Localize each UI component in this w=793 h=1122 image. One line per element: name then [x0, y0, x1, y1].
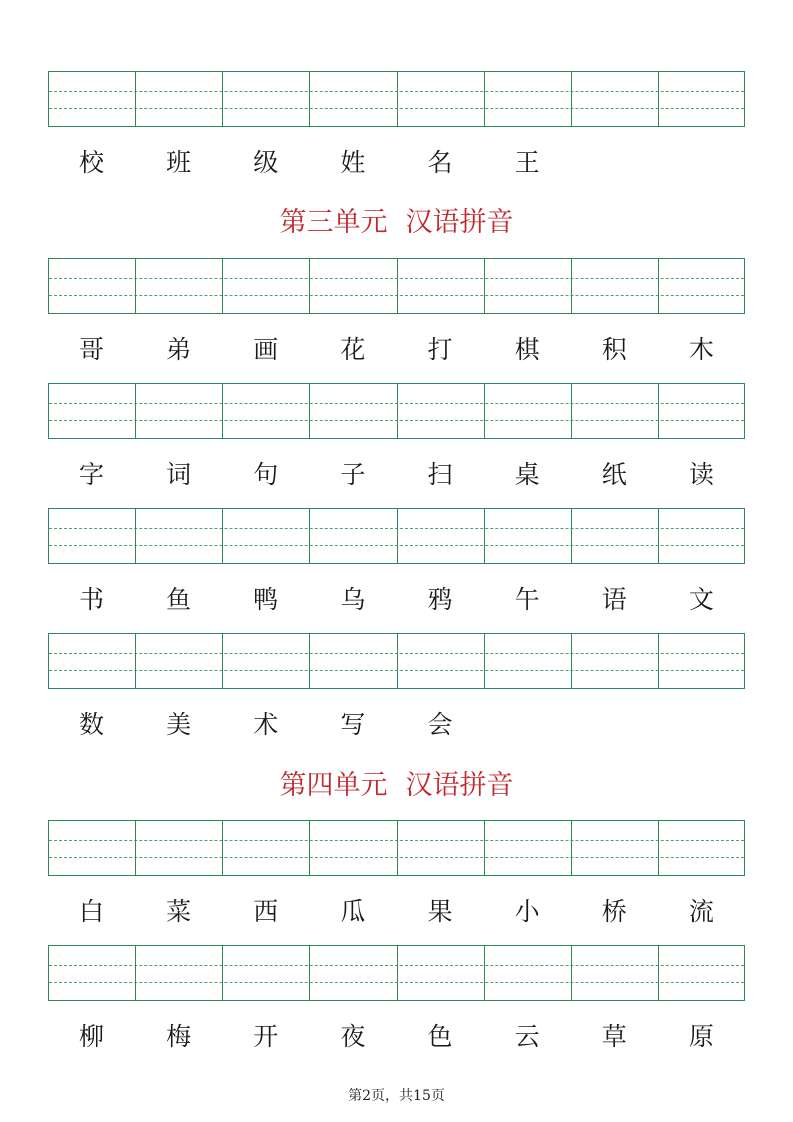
- grid-cell-divider: [397, 384, 398, 438]
- grid-cell-divider: [658, 821, 659, 875]
- character-row: [48, 892, 745, 932]
- grid-cell-divider: [309, 634, 310, 688]
- pinyin-writing-grid: [48, 820, 745, 876]
- hanzi-character: 语: [601, 585, 627, 614]
- hanzi-character: 草: [601, 1022, 627, 1051]
- hanzi-character: 乌: [340, 585, 366, 614]
- grid-cell-divider: [397, 634, 398, 688]
- hanzi-character: 术: [253, 710, 279, 739]
- grid-cell-divider: [658, 384, 659, 438]
- grid-cell-divider: [397, 509, 398, 563]
- grid-cell-divider: [397, 821, 398, 875]
- grid-cell-divider: [397, 72, 398, 126]
- hanzi-character: 流: [688, 897, 714, 926]
- grid-cell-divider: [571, 946, 572, 1000]
- grid-cell-divider: [658, 72, 659, 126]
- hanzi-character: 词: [166, 460, 192, 489]
- grid-cell-divider: [571, 72, 572, 126]
- hanzi-character: 积: [601, 335, 627, 364]
- hanzi-character: 菜: [166, 897, 192, 926]
- grid-cell-divider: [222, 634, 223, 688]
- grid-cell-divider: [397, 259, 398, 313]
- hanzi-character: 木: [688, 335, 714, 364]
- grid-cell-divider: [309, 821, 310, 875]
- grid-cell-divider: [658, 946, 659, 1000]
- pinyin-writing-grid: [48, 945, 745, 1001]
- grid-cell-divider: [135, 821, 136, 875]
- character-row: [48, 1017, 745, 1057]
- page-footer: 第2页，共15页: [348, 1088, 445, 1104]
- pinyin-writing-grid: [48, 258, 745, 314]
- unit-title-topic: 汉语拼音: [405, 207, 514, 238]
- unit-title-number: 第三单元: [279, 207, 388, 238]
- character-row: [48, 143, 745, 183]
- hanzi-character: 王: [514, 148, 540, 177]
- unit-title-number: 第四单元: [279, 770, 388, 801]
- hanzi-character: 小: [514, 897, 540, 926]
- grid-cell-divider: [571, 384, 572, 438]
- hanzi-character: 文: [688, 585, 714, 614]
- grid-cell-divider: [571, 634, 572, 688]
- grid-cell-divider: [222, 259, 223, 313]
- grid-cell-divider: [484, 821, 485, 875]
- grid-cell-divider: [658, 259, 659, 313]
- hanzi-character: 哥: [78, 335, 104, 364]
- grid-cell-divider: [397, 946, 398, 1000]
- hanzi-character: 读: [688, 460, 714, 489]
- unit-title-topic: 汉语拼音: [405, 770, 514, 801]
- hanzi-character: 打: [427, 335, 453, 364]
- hanzi-character: 梅: [166, 1022, 192, 1051]
- hanzi-character: 级: [253, 148, 279, 177]
- grid-cell-divider: [135, 72, 136, 126]
- grid-cell-divider: [484, 259, 485, 313]
- hanzi-character: 扫: [427, 460, 453, 489]
- character-row: [48, 455, 745, 495]
- grid-cell-divider: [571, 821, 572, 875]
- hanzi-character: 花: [340, 335, 366, 364]
- grid-cell-divider: [222, 384, 223, 438]
- pinyin-writing-grid: [48, 508, 745, 564]
- hanzi-character: 纸: [601, 460, 627, 489]
- hanzi-character: 云: [514, 1022, 540, 1051]
- hanzi-character: 名: [427, 148, 453, 177]
- hanzi-character: 弟: [166, 335, 192, 364]
- hanzi-character: 棋: [514, 335, 540, 364]
- grid-cell-divider: [309, 259, 310, 313]
- hanzi-character: 校: [78, 148, 104, 177]
- grid-cell-divider: [135, 259, 136, 313]
- grid-cell-divider: [309, 509, 310, 563]
- hanzi-character: 桌: [514, 460, 540, 489]
- grid-cell-divider: [135, 509, 136, 563]
- hanzi-character: 姓: [340, 148, 366, 177]
- hanzi-character: 色: [427, 1022, 453, 1051]
- unit-title: [0, 205, 793, 241]
- grid-cell-divider: [309, 72, 310, 126]
- hanzi-character: 班: [166, 148, 192, 177]
- grid-cell-divider: [658, 509, 659, 563]
- hanzi-character: 西: [253, 897, 279, 926]
- character-row: [48, 330, 745, 370]
- character-row: [48, 580, 745, 620]
- grid-cell-divider: [135, 634, 136, 688]
- hanzi-character: 夜: [340, 1022, 366, 1051]
- hanzi-character: 鸦: [427, 585, 453, 614]
- hanzi-character: 果: [427, 897, 453, 926]
- grid-cell-divider: [135, 946, 136, 1000]
- character-row: [48, 705, 745, 745]
- grid-cell-divider: [484, 946, 485, 1000]
- hanzi-character: 白: [78, 897, 104, 926]
- hanzi-character: 字: [78, 460, 104, 489]
- hanzi-character: 午: [514, 585, 540, 614]
- grid-cell-divider: [484, 72, 485, 126]
- hanzi-character: 鱼: [166, 585, 192, 614]
- hanzi-character: 书: [78, 585, 104, 614]
- hanzi-character: 子: [340, 460, 366, 489]
- grid-cell-divider: [135, 384, 136, 438]
- hanzi-character: 桥: [601, 897, 627, 926]
- grid-cell-divider: [484, 384, 485, 438]
- grid-cell-divider: [571, 509, 572, 563]
- pinyin-writing-grid: [48, 633, 745, 689]
- grid-cell-divider: [309, 384, 310, 438]
- hanzi-character: 美: [166, 710, 192, 739]
- hanzi-character: 开: [253, 1022, 279, 1051]
- hanzi-character: 瓜: [340, 897, 366, 926]
- hanzi-character: 柳: [78, 1022, 104, 1051]
- grid-cell-divider: [222, 509, 223, 563]
- grid-cell-divider: [484, 509, 485, 563]
- hanzi-character: 句: [253, 460, 279, 489]
- unit-title: [0, 768, 793, 804]
- grid-cell-divider: [484, 634, 485, 688]
- grid-cell-divider: [222, 821, 223, 875]
- grid-cell-divider: [658, 634, 659, 688]
- grid-cell-divider: [222, 946, 223, 1000]
- grid-cell-divider: [309, 946, 310, 1000]
- grid-cell-divider: [571, 259, 572, 313]
- hanzi-character: 数: [78, 710, 104, 739]
- hanzi-character: 原: [688, 1022, 714, 1051]
- hanzi-character: 鸭: [253, 585, 279, 614]
- pinyin-writing-grid: [48, 71, 745, 127]
- hanzi-character: 画: [253, 335, 279, 364]
- hanzi-character: 写: [340, 710, 366, 739]
- hanzi-character: 会: [427, 710, 453, 739]
- grid-cell-divider: [222, 72, 223, 126]
- pinyin-writing-grid: [48, 383, 745, 439]
